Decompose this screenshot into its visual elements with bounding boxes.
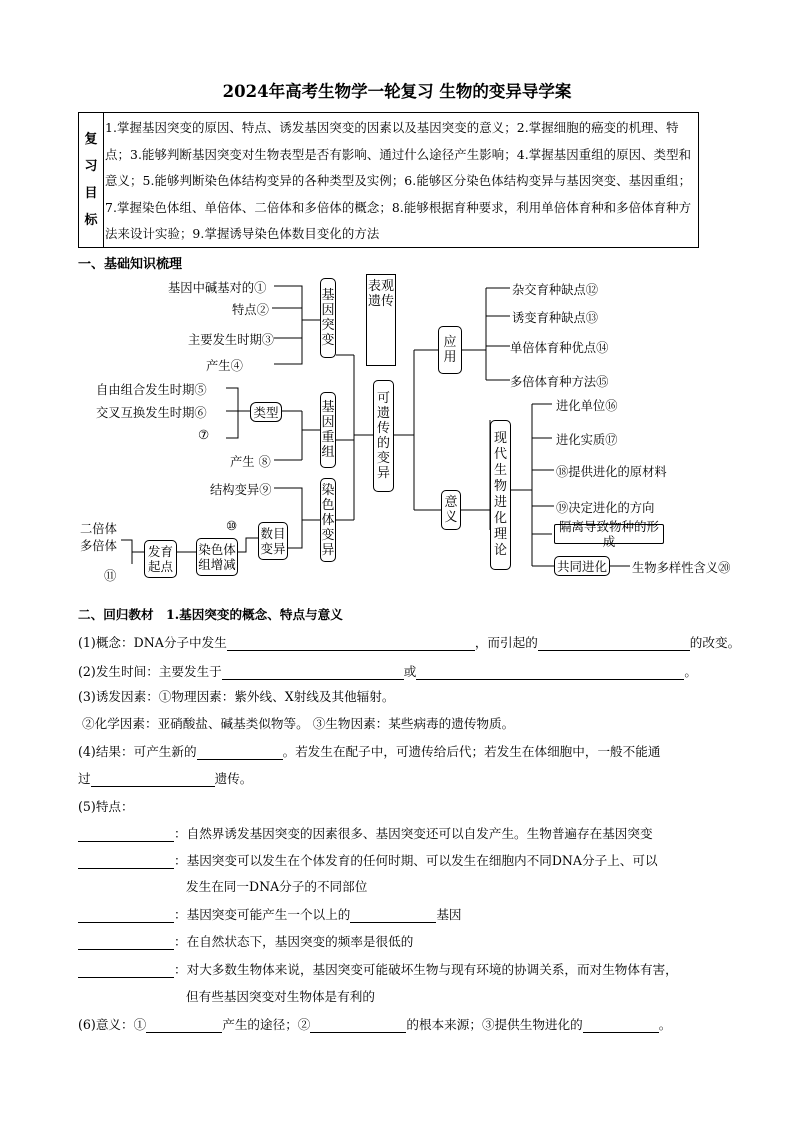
significance-blank-2[interactable] [310, 1018, 406, 1033]
section2-title: 二、回归教材 [78, 607, 154, 622]
chromosome-set-line: 组增减 [198, 557, 236, 572]
significance-blank-1[interactable] [146, 1018, 222, 1033]
result-text: 遗传。 [214, 771, 253, 786]
objectives-label-char: 标 [84, 213, 98, 228]
development-start-line: 起点 [147, 559, 173, 574]
time-text: 。 [684, 664, 697, 679]
objectives-label-char: 复 [84, 132, 98, 147]
inducers-line-2: ②化学因素：亚硝酸盐、碱基类似物等。 ③生物因素：某些病毒的遗传物质。 [82, 716, 515, 731]
result-blank-2[interactable] [91, 772, 215, 787]
page-title: 2024年高考生物学一轮复习 生物的变异导学案 [222, 82, 572, 101]
feature-line-2b: 发生在同一DNA分子的不同部位 [186, 879, 368, 894]
gene-mutation-label-3: 主要发生时期③ [188, 333, 275, 347]
feature-text: ：基因突变可能产生一个以上的 [174, 907, 351, 922]
objectives-text: 1.掌握基因突变的原因、特点、诱发基因突变的因素以及基因突变的意义；2.掌握细胞的癌变的机理、特点；3.能够判断基因突变对生物表型是否有影响、通过什么途径产生影响；4.掌握基因重组的原因、类型和意义；5.能够判断染色体结构变异的各种类型及实例；6.能够区分染色体结构变异与基因突变、基因重组；7.掌握染色体组、单倍体、二倍体和多倍体的概念；8.能够根据育种要求，利用单倍体育种和多倍体育种方法来设计实验；9.掌握诱导染色体数目变化的方法 [105, 120, 692, 241]
recombination-label-5: 自由组合发生时期⑤ [96, 383, 207, 397]
number-variation-box [258, 522, 288, 560]
time-text: (2)发生时间：主要发生于 [78, 664, 222, 679]
time-blank-2[interactable] [416, 665, 684, 680]
concept-blank-1[interactable] [227, 636, 475, 651]
feature-text: ：对大多数生物体来说，基因突变可能破坏生物与现有环境的协调关系，而对生物体有害， [174, 962, 678, 977]
concept-line [78, 632, 740, 651]
feature-text: ：自然界诱发基因突变的因素很多、基因突变还可以自发产生。生物普遍存在基因突变 [174, 826, 653, 841]
number-10: ⑩ [226, 519, 238, 533]
significance-blank-3[interactable] [583, 1018, 659, 1033]
chromosome-set-line: 染色体 [198, 542, 236, 557]
evolution-label-16: 进化单位⑯ [556, 399, 618, 413]
coevolution-box: 共同进化 [554, 556, 610, 576]
significance-text: 的根本来源；③提供生物进化的 [406, 1017, 583, 1032]
result-line-2 [78, 768, 252, 787]
result-line-1 [78, 741, 660, 760]
feature-text: ：基因突变可以发生在个体发育的任何时期、可以发生在细胞内不同DNA分子上、可以 [174, 853, 658, 868]
recombination-label-7: ⑦ [198, 428, 210, 442]
development-start-box [144, 540, 177, 578]
feature-blank-5[interactable] [78, 963, 174, 978]
application-label-14: 单倍体育种优点⑭ [510, 341, 609, 355]
section2-subheading: 1.基因突变的概念、特点与意义 [165, 607, 343, 622]
gene-mutation-label-4: 产生④ [206, 359, 243, 373]
structure-variation-label: 结构变异⑨ [210, 483, 272, 497]
type-box: 类型 [250, 402, 282, 422]
number-11: ⑪ [104, 569, 117, 583]
diploid-label: 二倍体 [80, 522, 117, 536]
gene-mutation-label-1: 基因中碱基对的① [168, 281, 267, 295]
section1-heading: 一、基础知识梳理 [78, 257, 183, 272]
significance-text: (6)意义：① [78, 1017, 147, 1032]
concept-blank-2[interactable] [538, 636, 690, 651]
feature-blank-3b[interactable] [350, 908, 436, 923]
heritable-variation-box: 可遗传的变异 [373, 380, 394, 492]
epigenetics-box: 表观遗传 [366, 274, 396, 366]
result-blank-1[interactable] [197, 745, 283, 760]
number-variation-line: 变异 [260, 541, 286, 556]
concept-text: (1)概念：DNA分子中发生 [78, 635, 227, 650]
recombination-box: 基因重组 [320, 392, 336, 468]
significance-line [78, 1014, 671, 1033]
time-blank-1[interactable] [222, 665, 404, 680]
objectives-label-char: 目 [84, 186, 98, 201]
biodiversity-label-20: 生物多样性含义⑳ [632, 561, 731, 575]
evolution-label-17: 进化实质⑰ [556, 433, 618, 447]
inducers-line-1: (3)诱发因素：①物理因素：紫外线、X射线及其他辐射。 [78, 689, 395, 704]
application-box: 应用 [438, 326, 462, 374]
concept-text: ，而引起的 [474, 635, 538, 650]
significance-box: 意义 [441, 490, 461, 530]
result-text: 过 [78, 771, 91, 786]
chromosome-set-box [196, 538, 238, 576]
application-label-12: 杂交育种缺点⑫ [512, 283, 599, 297]
section2-heading [78, 604, 343, 623]
application-label-13: 诱变育种缺点⑬ [512, 311, 599, 325]
evolution-label-18: ⑱提供进化的原材料 [556, 465, 667, 479]
gene-mutation-label-2: 特点② [232, 303, 269, 317]
feature-line-2 [78, 850, 658, 869]
gene-mutation-box: 基因突变 [320, 278, 336, 358]
feature-text: ：在自然状态下，基因突变的频率是很低的 [174, 934, 414, 949]
application-label-15: 多倍体育种方法⑮ [510, 375, 609, 389]
time-line [78, 661, 697, 680]
result-text: (4)结果：可产生新的 [78, 744, 197, 759]
feature-line-5b: 但有些基因突变对生物体是有利的 [186, 989, 375, 1004]
feature-line-3 [78, 904, 462, 923]
time-text: 或 [403, 664, 417, 679]
recombination-label-8: 产生 ⑧ [230, 455, 271, 469]
feature-blank-3[interactable] [78, 908, 174, 923]
objectives-label-char: 习 [84, 159, 98, 174]
significance-text: 。 [658, 1017, 672, 1032]
feature-line-1 [78, 823, 653, 842]
polyploid-labels [80, 521, 117, 555]
feature-blank-1[interactable] [78, 827, 174, 842]
feature-text: 基因 [436, 907, 462, 922]
result-text: 。若发生在配子中，可遗传给后代；若发生在体细胞中，一般不能通 [282, 744, 661, 759]
polyploid-label: 多倍体 [80, 539, 117, 553]
feature-line-4 [78, 931, 413, 950]
feature-blank-4[interactable] [78, 935, 174, 950]
isolation-box: 隔离导致物种的形成 [554, 524, 664, 544]
significance-text: 产生的途径；② [222, 1017, 311, 1032]
feature-blank-2[interactable] [78, 854, 174, 869]
concept-text: 的改变。 [689, 635, 741, 650]
feature-line-5 [78, 959, 678, 978]
number-variation-line: 数目 [260, 526, 286, 541]
features-heading: (5)特点： [78, 799, 134, 814]
development-start-line: 发育 [147, 544, 173, 559]
evolution-label-19: ⑲决定进化的方向 [556, 501, 655, 515]
evolution-theory-box: 现代生物进化理论 [490, 420, 511, 570]
recombination-label-6: 交叉互换发生时期⑥ [96, 406, 207, 420]
chromosome-variation-box: 染色体变异 [320, 478, 336, 562]
